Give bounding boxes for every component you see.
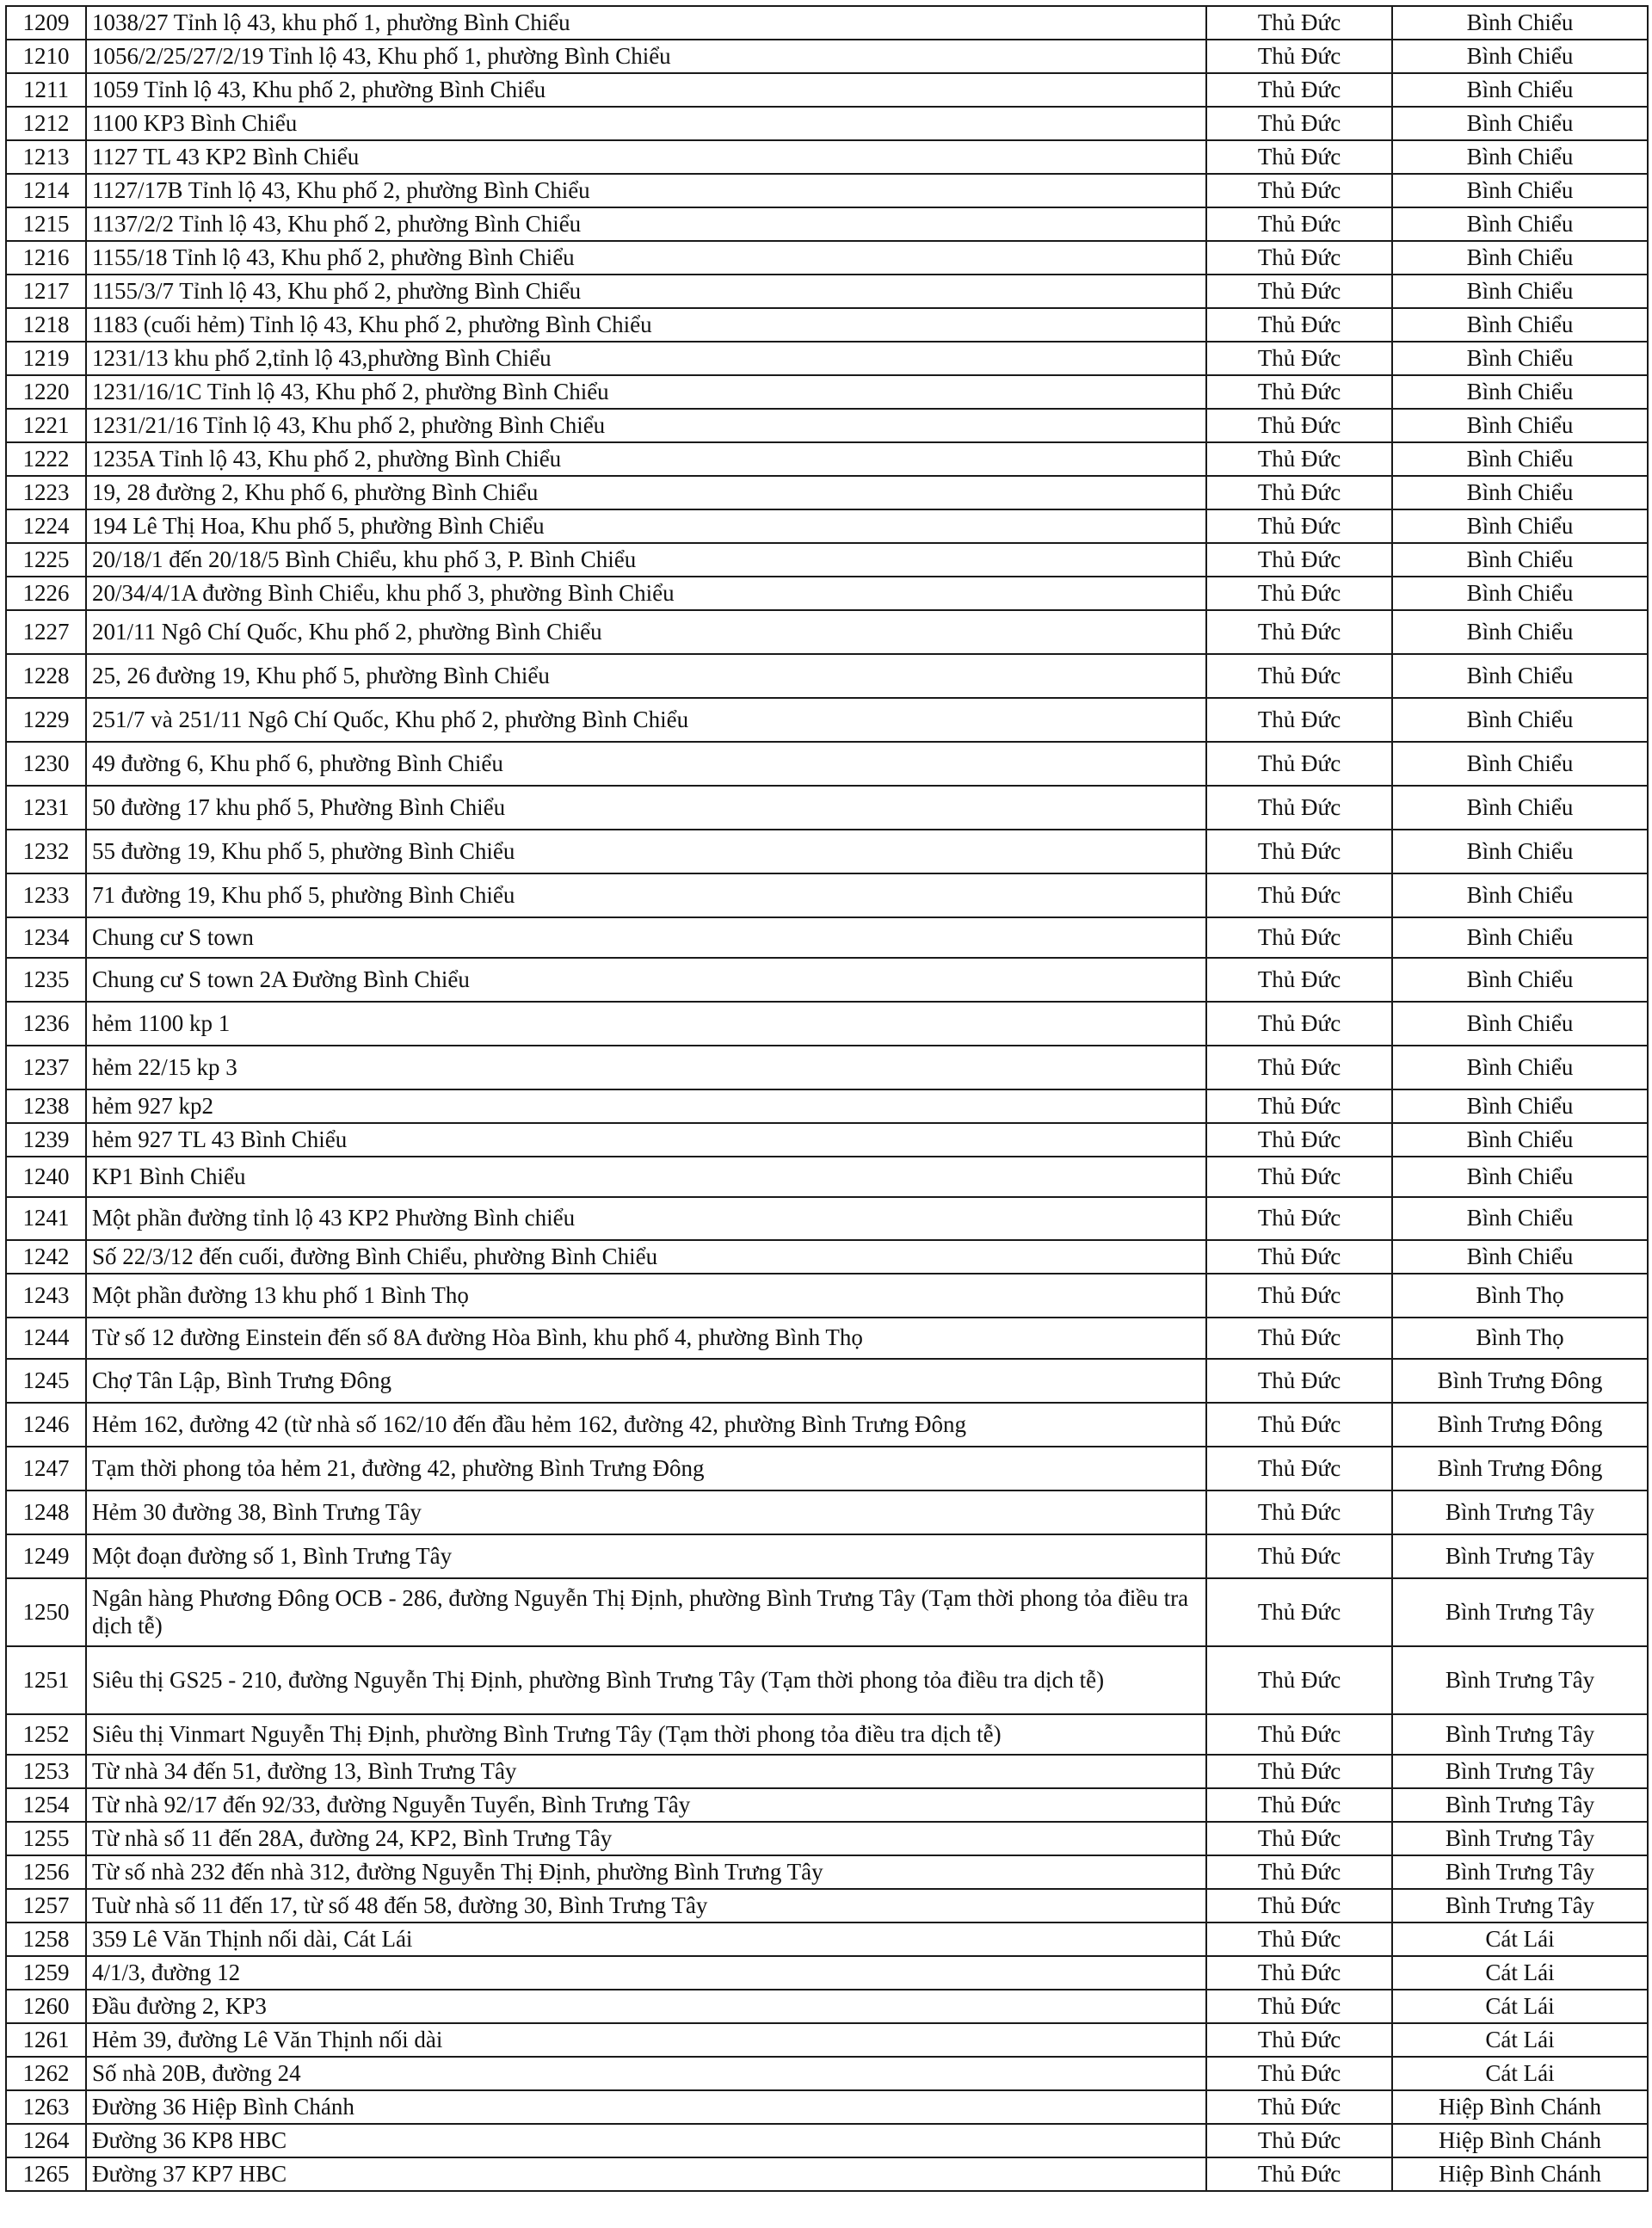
ward-cell: Bình Chiểu [1392, 958, 1648, 1002]
table-row [6, 1714, 1648, 1755]
table-row [6, 543, 1648, 577]
table-row [6, 275, 1648, 308]
row-number-cell: 1223 [6, 476, 86, 509]
row-number-cell: 1227 [6, 610, 86, 654]
ward-cell: Bình Chiểu [1392, 6, 1648, 40]
district-cell: Thủ Đức [1206, 1788, 1392, 1822]
row-number-cell: 1242 [6, 1240, 86, 1274]
table-row [6, 442, 1648, 476]
address-cell: 50 đường 17 khu phố 5, Phường Bình Chiểu [86, 786, 1206, 830]
ward-cell: Bình Chiểu [1392, 73, 1648, 107]
ward-cell: Bình Chiểu [1392, 830, 1648, 873]
district-cell: Thủ Đức [1206, 107, 1392, 140]
district-cell: Thủ Đức [1206, 1956, 1392, 1990]
table-row [6, 873, 1648, 917]
row-number-cell: 1218 [6, 308, 86, 342]
table-row [6, 174, 1648, 207]
ward-cell: Bình Chiểu [1392, 786, 1648, 830]
table-row [6, 1490, 1648, 1534]
district-cell: Thủ Đức [1206, 174, 1392, 207]
ward-cell: Bình Trưng Tây [1392, 1646, 1648, 1714]
ward-cell: Bình Trưng Tây [1392, 1755, 1648, 1788]
address-cell: Chung cư S town [86, 917, 1206, 958]
district-cell: Thủ Đức [1206, 1889, 1392, 1922]
ward-cell: Bình Chiểu [1392, 409, 1648, 442]
row-number-cell: 1235 [6, 958, 86, 1002]
ward-cell: Bình Trưng Tây [1392, 1788, 1648, 1822]
table-row [6, 1318, 1648, 1359]
ward-cell: Bình Chiểu [1392, 40, 1648, 73]
row-number-cell: 1252 [6, 1714, 86, 1755]
ward-cell: Bình Chiểu [1392, 1157, 1648, 1197]
row-number-cell: 1215 [6, 207, 86, 241]
row-number-cell: 1219 [6, 342, 86, 375]
row-number-cell: 1263 [6, 2090, 86, 2124]
row-number-cell: 1226 [6, 577, 86, 610]
table-row [6, 308, 1648, 342]
address-cell: Hẻm 162, đường 42 (từ nhà số 162/10 đến đầu hẻm 162, đường 42, phường Bình Trưng Đông [86, 1403, 1206, 1447]
district-cell: Thủ Đức [1206, 1714, 1392, 1755]
district-cell: Thủ Đức [1206, 1197, 1392, 1240]
address-cell: 1056/2/25/27/2/19 Tỉnh lộ 43, Khu phố 1, phường Bình Chiểu [86, 40, 1206, 73]
district-cell: Thủ Đức [1206, 1157, 1392, 1197]
district-cell: Thủ Đức [1206, 2023, 1392, 2057]
table-row [6, 786, 1648, 830]
district-cell: Thủ Đức [1206, 543, 1392, 577]
district-cell: Thủ Đức [1206, 1578, 1392, 1646]
address-cell: 1231/13 khu phố 2,tỉnh lộ 43,phường Bình Chiểu [86, 342, 1206, 375]
row-number-cell: 1225 [6, 543, 86, 577]
district-cell: Thủ Đức [1206, 409, 1392, 442]
row-number-cell: 1248 [6, 1490, 86, 1534]
ward-cell: Bình Trưng Đông [1392, 1403, 1648, 1447]
row-number-cell: 1234 [6, 917, 86, 958]
address-cell: 1235A Tỉnh lộ 43, Khu phố 2, phường Bình Chiểu [86, 442, 1206, 476]
address-cell: 194 Lê Thị Hoa, Khu phố 5, phường Bình Chiểu [86, 509, 1206, 543]
address-cell: Đường 36 KP8 HBC [86, 2124, 1206, 2157]
ward-cell: Bình Trưng Tây [1392, 1490, 1648, 1534]
table-row [6, 40, 1648, 73]
row-number-cell: 1237 [6, 1046, 86, 1089]
table-row [6, 1197, 1648, 1240]
ward-cell: Bình Chiểu [1392, 543, 1648, 577]
address-cell: 71 đường 19, Khu phố 5, phường Bình Chiểu [86, 873, 1206, 917]
table-body [6, 6, 1648, 2191]
table-row [6, 1788, 1648, 1822]
district-cell: Thủ Đức [1206, 308, 1392, 342]
ward-cell: Bình Chiểu [1392, 107, 1648, 140]
ward-cell: Bình Chiểu [1392, 917, 1648, 958]
address-cell: 1059 Tỉnh lộ 43, Khu phố 2, phường Bình Chiểu [86, 73, 1206, 107]
row-number-cell: 1211 [6, 73, 86, 107]
row-number-cell: 1232 [6, 830, 86, 873]
table-row [6, 1889, 1648, 1922]
district-cell: Thủ Đức [1206, 1855, 1392, 1889]
table-row [6, 1002, 1648, 1046]
table-row [6, 577, 1648, 610]
address-cell: Từ nhà số 11 đến 28A, đường 24, KP2, Bình Trưng Tây [86, 1822, 1206, 1855]
table-row [6, 1123, 1648, 1157]
row-number-cell: 1244 [6, 1318, 86, 1359]
row-number-cell: 1239 [6, 1123, 86, 1157]
address-cell: Đầu đường 2, KP3 [86, 1990, 1206, 2023]
table-row [6, 2090, 1648, 2124]
row-number-cell: 1230 [6, 742, 86, 786]
row-number-cell: 1213 [6, 140, 86, 174]
ward-cell: Bình Chiểu [1392, 610, 1648, 654]
address-cell: hẻm 22/15 kp 3 [86, 1046, 1206, 1089]
table-row [6, 2124, 1648, 2157]
row-number-cell: 1241 [6, 1197, 86, 1240]
district-cell: Thủ Đức [1206, 786, 1392, 830]
district-cell: Thủ Đức [1206, 830, 1392, 873]
district-cell: Thủ Đức [1206, 1274, 1392, 1318]
table-row [6, 107, 1648, 140]
district-cell: Thủ Đức [1206, 73, 1392, 107]
table-row [6, 2057, 1648, 2090]
address-cell: Một đoạn đường số 1, Bình Trưng Tây [86, 1534, 1206, 1578]
row-number-cell: 1262 [6, 2057, 86, 2090]
district-cell: Thủ Đức [1206, 610, 1392, 654]
ward-cell: Bình Chiểu [1392, 698, 1648, 742]
ward-cell: Bình Chiểu [1392, 1197, 1648, 1240]
row-number-cell: 1231 [6, 786, 86, 830]
row-number-cell: 1255 [6, 1822, 86, 1855]
ward-cell: Cát Lái [1392, 2023, 1648, 2057]
address-cell: Hẻm 30 đường 38, Bình Trưng Tây [86, 1490, 1206, 1534]
district-cell: Thủ Đức [1206, 442, 1392, 476]
row-number-cell: 1257 [6, 1889, 86, 1922]
ward-cell: Bình Chiểu [1392, 174, 1648, 207]
district-cell: Thủ Đức [1206, 2157, 1392, 2191]
row-number-cell: 1249 [6, 1534, 86, 1578]
district-cell: Thủ Đức [1206, 1755, 1392, 1788]
lockdown-location-table [5, 5, 1649, 2192]
address-cell: Đường 37 KP7 HBC [86, 2157, 1206, 2191]
table-row [6, 1646, 1648, 1714]
district-cell: Thủ Đức [1206, 2090, 1392, 2124]
ward-cell: Bình Chiểu [1392, 1046, 1648, 1089]
row-number-cell: 1216 [6, 241, 86, 275]
table-row [6, 2157, 1648, 2191]
district-cell: Thủ Đức [1206, 1046, 1392, 1089]
district-cell: Thủ Đức [1206, 1240, 1392, 1274]
row-number-cell: 1261 [6, 2023, 86, 2057]
address-cell: 201/11 Ngô Chí Quốc, Khu phố 2, phường Bình Chiểu [86, 610, 1206, 654]
table-row [6, 1534, 1648, 1578]
address-cell: 1231/16/1C Tỉnh lộ 43, Khu phố 2, phường Bình Chiểu [86, 375, 1206, 409]
row-number-cell: 1212 [6, 107, 86, 140]
district-cell: Thủ Đức [1206, 2124, 1392, 2157]
ward-cell: Bình Chiểu [1392, 342, 1648, 375]
ward-cell: Bình Chiểu [1392, 654, 1648, 698]
ward-cell: Bình Trưng Đông [1392, 1447, 1648, 1490]
ward-cell: Bình Thọ [1392, 1274, 1648, 1318]
ward-cell: Cát Lái [1392, 1990, 1648, 2023]
address-cell: Từ số nhà 232 đến nhà 312, đường Nguyễn Thị Định, phường Bình Trưng Tây [86, 1855, 1206, 1889]
address-cell: 1127/17B Tỉnh lộ 43, Khu phố 2, phường Bình Chiểu [86, 174, 1206, 207]
ward-cell: Bình Chiểu [1392, 1123, 1648, 1157]
district-cell: Thủ Đức [1206, 958, 1392, 1002]
district-cell: Thủ Đức [1206, 6, 1392, 40]
ward-cell: Bình Chiểu [1392, 873, 1648, 917]
district-cell: Thủ Đức [1206, 342, 1392, 375]
address-cell: hẻm 927 kp2 [86, 1089, 1206, 1123]
district-cell: Thủ Đức [1206, 1922, 1392, 1956]
table-row [6, 958, 1648, 1002]
ward-cell: Hiệp Bình Chánh [1392, 2157, 1648, 2191]
table-row [6, 1822, 1648, 1855]
address-cell: 1100 KP3 Bình Chiểu [86, 107, 1206, 140]
address-cell: Một phần đường 13 khu phố 1 Bình Thọ [86, 1274, 1206, 1318]
district-cell: Thủ Đức [1206, 140, 1392, 174]
address-cell: Siêu thị GS25 - 210, đường Nguyễn Thị Định, phường Bình Trưng Tây (Tạm thời phong tỏa điều tra dịch tễ) [86, 1646, 1206, 1714]
table-row [6, 1403, 1648, 1447]
table-row [6, 375, 1648, 409]
table-row [6, 241, 1648, 275]
row-number-cell: 1265 [6, 2157, 86, 2191]
table-row [6, 1447, 1648, 1490]
row-number-cell: 1210 [6, 40, 86, 73]
table-row [6, 1578, 1648, 1646]
row-number-cell: 1256 [6, 1855, 86, 1889]
row-number-cell: 1259 [6, 1956, 86, 1990]
district-cell: Thủ Đức [1206, 654, 1392, 698]
address-cell: 4/1/3, đường 12 [86, 1956, 1206, 1990]
address-cell: Từ nhà 34 đến 51, đường 13, Bình Trưng Tây [86, 1755, 1206, 1788]
table-row [6, 917, 1648, 958]
row-number-cell: 1220 [6, 375, 86, 409]
address-cell: hẻm 927 TL 43 Bình Chiểu [86, 1123, 1206, 1157]
table-row [6, 1157, 1648, 1197]
address-cell: 19, 28 đường 2, Khu phố 6, phường Bình Chiểu [86, 476, 1206, 509]
district-cell: Thủ Đức [1206, 1318, 1392, 1359]
table-row [6, 1755, 1648, 1788]
ward-cell: Bình Trưng Đông [1392, 1359, 1648, 1403]
address-cell: Hẻm 39, đường Lê Văn Thịnh nối dài [86, 2023, 1206, 2057]
district-cell: Thủ Đức [1206, 375, 1392, 409]
address-cell: hẻm 1100 kp 1 [86, 1002, 1206, 1046]
ward-cell: Bình Chiểu [1392, 442, 1648, 476]
district-cell: Thủ Đức [1206, 742, 1392, 786]
district-cell: Thủ Đức [1206, 1403, 1392, 1447]
address-cell: Ngân hàng Phương Đông OCB - 286, đường Nguyễn Thị Định, phường Bình Trưng Tây (Tạm thời phong tỏa điều tra dịch tễ) [86, 1578, 1206, 1646]
ward-cell: Hiệp Bình Chánh [1392, 2090, 1648, 2124]
ward-cell: Bình Trưng Tây [1392, 1578, 1648, 1646]
address-cell: Từ nhà 92/17 đến 92/33, đường Nguyễn Tuyển, Bình Trưng Tây [86, 1788, 1206, 1822]
district-cell: Thủ Đức [1206, 1447, 1392, 1490]
address-cell: 25, 26 đường 19, Khu phố 5, phường Bình Chiểu [86, 654, 1206, 698]
table-row [6, 1990, 1648, 2023]
ward-cell: Cát Lái [1392, 1922, 1648, 1956]
address-cell: Một phần đường tỉnh lộ 43 KP2 Phường Bình chiểu [86, 1197, 1206, 1240]
ward-cell: Bình Trưng Tây [1392, 1534, 1648, 1578]
district-cell: Thủ Đức [1206, 1002, 1392, 1046]
row-number-cell: 1245 [6, 1359, 86, 1403]
table-row [6, 610, 1648, 654]
address-cell: 1183 (cuối hẻm) Tỉnh lộ 43, Khu phố 2, phường Bình Chiểu [86, 308, 1206, 342]
ward-cell: Bình Chiểu [1392, 207, 1648, 241]
ward-cell: Bình Chiểu [1392, 275, 1648, 308]
row-number-cell: 1247 [6, 1447, 86, 1490]
row-number-cell: 1229 [6, 698, 86, 742]
row-number-cell: 1236 [6, 1002, 86, 1046]
table-row [6, 1240, 1648, 1274]
row-number-cell: 1254 [6, 1788, 86, 1822]
address-cell: KP1 Bình Chiểu [86, 1157, 1206, 1197]
address-cell: 251/7 và 251/11 Ngô Chí Quốc, Khu phố 2, phường Bình Chiểu [86, 698, 1206, 742]
table-row [6, 698, 1648, 742]
district-cell: Thủ Đức [1206, 873, 1392, 917]
table-row [6, 207, 1648, 241]
row-number-cell: 1251 [6, 1646, 86, 1714]
table-row [6, 1956, 1648, 1990]
address-cell: Tuừ nhà số 11 đến 17, từ số 48 đến 58, đường 30, Bình Trưng Tây [86, 1889, 1206, 1922]
table-row [6, 2023, 1648, 2057]
row-number-cell: 1240 [6, 1157, 86, 1197]
table-row [6, 1855, 1648, 1889]
ward-cell: Bình Trưng Tây [1392, 1714, 1648, 1755]
ward-cell: Bình Chiểu [1392, 375, 1648, 409]
table-row [6, 476, 1648, 509]
row-number-cell: 1250 [6, 1578, 86, 1646]
district-cell: Thủ Đức [1206, 917, 1392, 958]
row-number-cell: 1253 [6, 1755, 86, 1788]
district-cell: Thủ Đức [1206, 1490, 1392, 1534]
district-cell: Thủ Đức [1206, 1123, 1392, 1157]
row-number-cell: 1258 [6, 1922, 86, 1956]
district-cell: Thủ Đức [1206, 476, 1392, 509]
ward-cell: Hiệp Bình Chánh [1392, 2124, 1648, 2157]
address-cell: 49 đường 6, Khu phố 6, phường Bình Chiểu [86, 742, 1206, 786]
ward-cell: Bình Chiểu [1392, 241, 1648, 275]
table-row [6, 73, 1648, 107]
row-number-cell: 1246 [6, 1403, 86, 1447]
address-cell: Chung cư S town 2A Đường Bình Chiểu [86, 958, 1206, 1002]
ward-cell: Bình Trưng Tây [1392, 1855, 1648, 1889]
ward-cell: Bình Thọ [1392, 1318, 1648, 1359]
table-row [6, 1359, 1648, 1403]
table-row [6, 1922, 1648, 1956]
address-cell: 1155/18 Tỉnh lộ 43, Khu phố 2, phường Bình Chiểu [86, 241, 1206, 275]
table-row [6, 830, 1648, 873]
row-number-cell: 1221 [6, 409, 86, 442]
address-cell: Số nhà 20B, đường 24 [86, 2057, 1206, 2090]
district-cell: Thủ Đức [1206, 2057, 1392, 2090]
district-cell: Thủ Đức [1206, 1089, 1392, 1123]
ward-cell: Bình Trưng Tây [1392, 1822, 1648, 1855]
ward-cell: Bình Chiểu [1392, 140, 1648, 174]
table-row [6, 409, 1648, 442]
ward-cell: Bình Chiểu [1392, 1089, 1648, 1123]
district-cell: Thủ Đức [1206, 1990, 1392, 2023]
address-cell: 55 đường 19, Khu phố 5, phường Bình Chiểu [86, 830, 1206, 873]
district-cell: Thủ Đức [1206, 1534, 1392, 1578]
table-row [6, 1046, 1648, 1089]
ward-cell: Bình Trưng Tây [1392, 1889, 1648, 1922]
address-cell: 1127 TL 43 KP2 Bình Chiểu [86, 140, 1206, 174]
ward-cell: Cát Lái [1392, 2057, 1648, 2090]
row-number-cell: 1243 [6, 1274, 86, 1318]
address-cell: 1038/27 Tỉnh lộ 43, khu phố 1, phường Bình Chiểu [86, 6, 1206, 40]
address-cell: 1137/2/2 Tỉnh lộ 43, Khu phố 2, phường Bình Chiểu [86, 207, 1206, 241]
table-row [6, 342, 1648, 375]
table-row [6, 654, 1648, 698]
row-number-cell: 1233 [6, 873, 86, 917]
table-row [6, 6, 1648, 40]
ward-cell: Bình Chiểu [1392, 1002, 1648, 1046]
district-cell: Thủ Đức [1206, 1646, 1392, 1714]
address-cell: Tạm thời phong tỏa hẻm 21, đường 42, phường Bình Trưng Đông [86, 1447, 1206, 1490]
address-cell: 1231/21/16 Tỉnh lộ 43, Khu phố 2, phường Bình Chiểu [86, 409, 1206, 442]
ward-cell: Bình Chiểu [1392, 742, 1648, 786]
address-cell: Đường 36 Hiệp Bình Chánh [86, 2090, 1206, 2124]
table-row [6, 1089, 1648, 1123]
row-number-cell: 1238 [6, 1089, 86, 1123]
address-cell: Siêu thị Vinmart Nguyễn Thị Định, phường Bình Trưng Tây (Tạm thời phong tỏa điều tra dịch tễ) [86, 1714, 1206, 1755]
ward-cell: Bình Chiểu [1392, 577, 1648, 610]
address-cell: 20/34/4/1A đường Bình Chiểu, khu phố 3, phường Bình Chiểu [86, 577, 1206, 610]
ward-cell: Bình Chiểu [1392, 476, 1648, 509]
row-number-cell: 1214 [6, 174, 86, 207]
table-row [6, 140, 1648, 174]
table-row [6, 742, 1648, 786]
district-cell: Thủ Đức [1206, 698, 1392, 742]
district-cell: Thủ Đức [1206, 207, 1392, 241]
row-number-cell: 1224 [6, 509, 86, 543]
row-number-cell: 1228 [6, 654, 86, 698]
row-number-cell: 1209 [6, 6, 86, 40]
row-number-cell: 1260 [6, 1990, 86, 2023]
ward-cell: Bình Chiểu [1392, 1240, 1648, 1274]
district-cell: Thủ Đức [1206, 577, 1392, 610]
district-cell: Thủ Đức [1206, 40, 1392, 73]
address-cell: 1155/3/7 Tỉnh lộ 43, Khu phố 2, phường Bình Chiểu [86, 275, 1206, 308]
address-cell: Số 22/3/12 đến cuối, đường Bình Chiểu, phường Bình Chiểu [86, 1240, 1206, 1274]
table-row [6, 1274, 1648, 1318]
district-cell: Thủ Đức [1206, 509, 1392, 543]
district-cell: Thủ Đức [1206, 275, 1392, 308]
address-cell: Từ số 12 đường Einstein đến số 8A đường Hòa Bình, khu phố 4, phường Bình Thọ [86, 1318, 1206, 1359]
ward-cell: Bình Chiểu [1392, 308, 1648, 342]
row-number-cell: 1264 [6, 2124, 86, 2157]
ward-cell: Cát Lái [1392, 1956, 1648, 1990]
district-cell: Thủ Đức [1206, 1822, 1392, 1855]
address-cell: 20/18/1 đến 20/18/5 Bình Chiểu, khu phố 3, P. Bình Chiểu [86, 543, 1206, 577]
district-cell: Thủ Đức [1206, 1359, 1392, 1403]
ward-cell: Bình Chiểu [1392, 509, 1648, 543]
table-row [6, 509, 1648, 543]
row-number-cell: 1222 [6, 442, 86, 476]
district-cell: Thủ Đức [1206, 241, 1392, 275]
address-cell: 359 Lê Văn Thịnh nối dài, Cát Lái [86, 1922, 1206, 1956]
address-cell: Chợ Tân Lập, Bình Trưng Đông [86, 1359, 1206, 1403]
row-number-cell: 1217 [6, 275, 86, 308]
